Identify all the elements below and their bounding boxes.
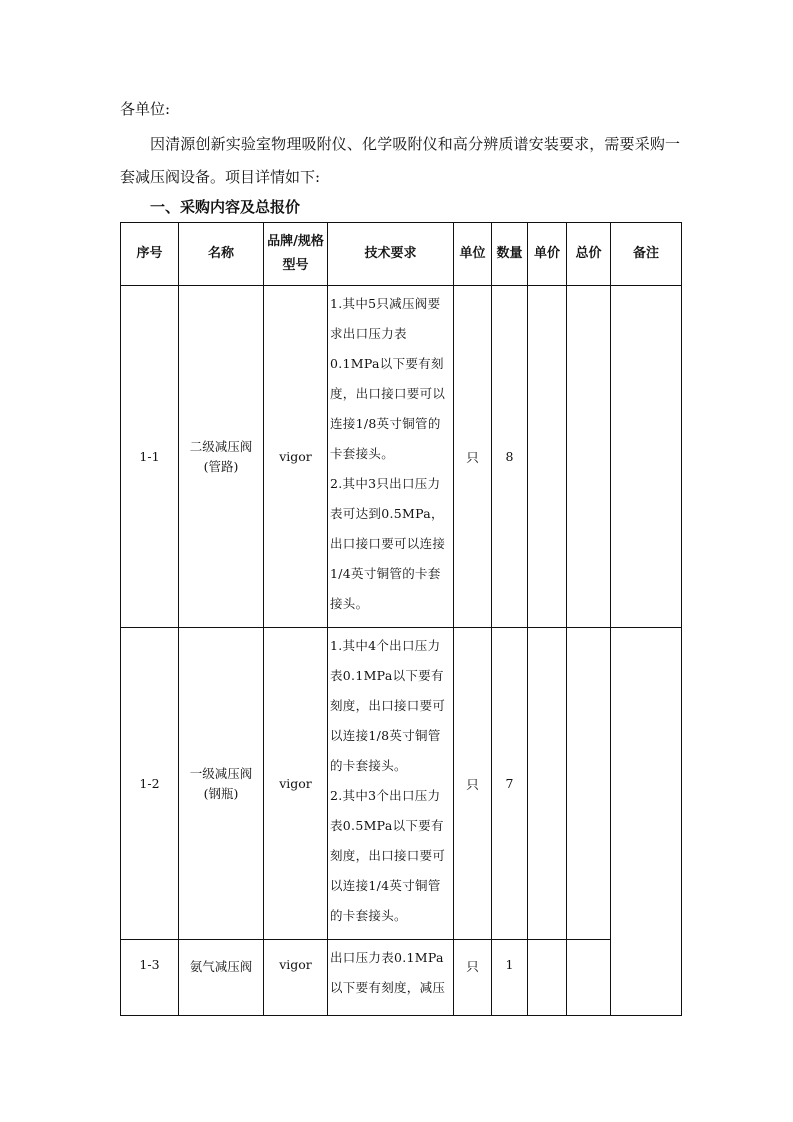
tech-item-2: 2.其中3只出口压力表可达到0.5MPa，出口接口要可以连接1/4英寸铜管的卡套接头。 [330, 476, 446, 611]
cell-seq: 1-1 [121, 286, 179, 628]
procurement-table [120, 222, 682, 1016]
header-tech: 技术要求 [328, 223, 454, 286]
cell-qty: 7 [492, 628, 528, 940]
header-brand [264, 223, 328, 286]
cell-unit: 只 [454, 940, 492, 1016]
cell-price [528, 940, 567, 1016]
header-total: 总价 [567, 223, 611, 286]
cell-qty: 1 [492, 940, 528, 1016]
header-brand-line1: 品牌/规格 [267, 234, 324, 249]
header-brand-line2: 型号 [282, 258, 309, 273]
cell-name [179, 628, 264, 940]
cell-brand: vigor [264, 940, 328, 1016]
table-row [121, 628, 682, 940]
cell-seq: 1-3 [121, 940, 179, 1016]
tech-item-1: 1.其中4个出口压力表0.1MPa以下要有刻度，出口接口要可以连接1/8英寸铜管的卡套接头。 [330, 638, 446, 773]
header-price: 单价 [528, 223, 567, 286]
tech-item-1: 1.其中5只减压阀要求出口压力表0.1MPa以下要有刻度，出口接口要可以连接1/8英寸铜管的卡套接头。 [330, 296, 446, 461]
table-row [121, 286, 682, 628]
cell-total [567, 628, 611, 940]
salutation: 各单位: [120, 100, 171, 118]
cell-total [567, 940, 611, 1016]
cell-price [528, 286, 567, 628]
table-row [121, 940, 682, 1016]
header-row [121, 223, 682, 286]
header-name: 名称 [179, 223, 264, 286]
header-remark: 备注 [611, 223, 682, 286]
cell-name [179, 286, 264, 628]
cell-unit: 只 [454, 286, 492, 628]
cell-tech [328, 628, 454, 940]
cell-brand: vigor [264, 628, 328, 940]
header-seq: 序号 [121, 223, 179, 286]
cell-remark-merged [611, 628, 682, 1016]
cell-price [528, 628, 567, 940]
header-qty: 数量 [492, 223, 528, 286]
tech-item-2: 2.其中3个出口压力表0.5MPa以下要有刻度，出口接口要可以连接1/4英寸铜管的卡套接头。 [330, 788, 446, 923]
cell-remark [611, 286, 682, 628]
cell-name-line2: (管路) [203, 458, 239, 474]
cell-total [567, 286, 611, 628]
cell-name-line1: 二级减压阀 [189, 438, 253, 454]
cell-brand: vigor [264, 286, 328, 628]
cell-unit: 只 [454, 628, 492, 940]
cell-name: 氨气减压阀 [179, 940, 264, 1016]
tech-item-1: 出口压力表0.1MPa以下要有刻度，减压 [330, 950, 446, 995]
intro-paragraph: 因清源创新实验室物理吸附仪、化学吸附仪和高分辨质谱安装要求，需要采购一套减压阀设备。项目详情如下: [120, 135, 680, 186]
cell-name-line2: (钢瓶) [203, 785, 239, 801]
cell-tech [328, 940, 454, 1016]
cell-tech [328, 286, 454, 628]
cell-name-line1: 一级减压阀 [189, 765, 253, 781]
cell-qty: 8 [492, 286, 528, 628]
cell-seq: 1-2 [121, 628, 179, 940]
header-unit: 单位 [454, 223, 492, 286]
section-title: 一、采购内容及总报价 [150, 198, 301, 216]
